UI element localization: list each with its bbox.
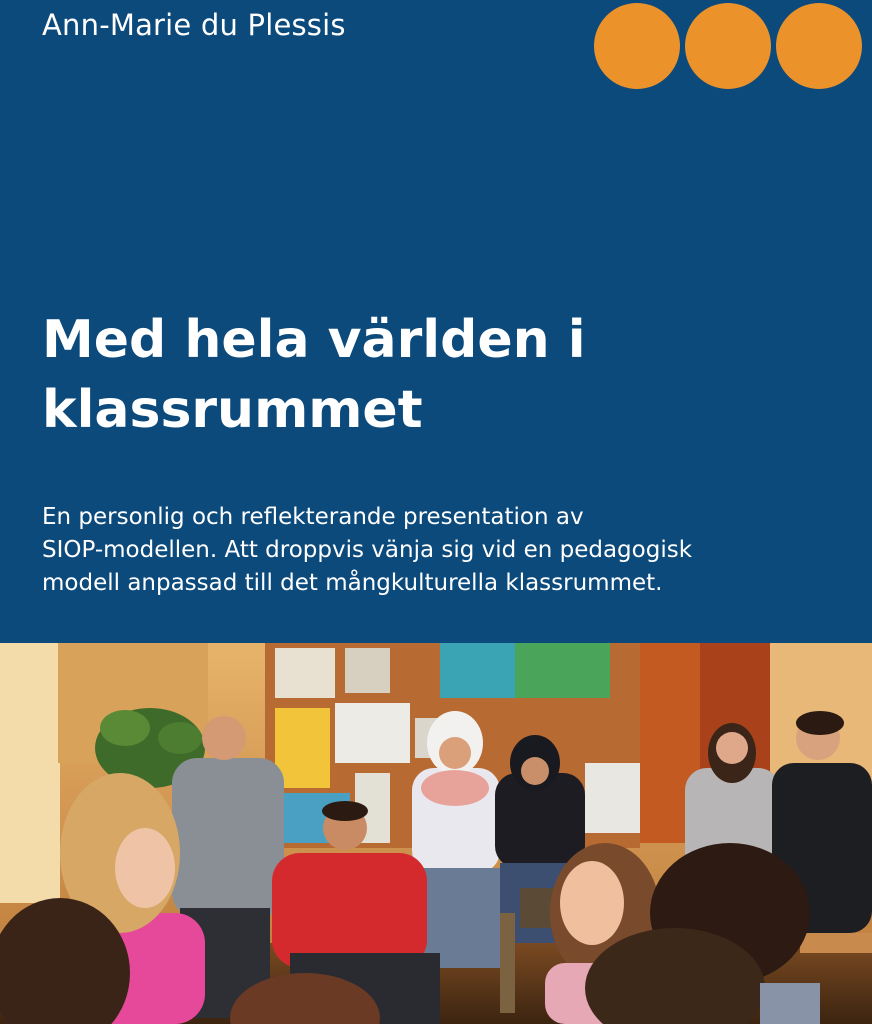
book-title-line-2: klassrummet (42, 380, 423, 440)
orange-dot-3 (776, 3, 862, 89)
author-name: Ann-Marie du Plessis (42, 8, 346, 42)
subtitle-line-2: SIOP-modellen. Att droppvis vänja sig vid en pedagogisk (42, 537, 693, 563)
subtitle-line-3: modell anpassad till det mångkulturella klassrummet. (42, 570, 663, 596)
decorative-dots (594, 3, 864, 91)
classroom-photo (0, 643, 872, 1024)
subtitle-line-1: En personlig och reflekterande presentation av (42, 504, 584, 530)
book-title (42, 305, 802, 445)
book-title-line-1: Med hela världen i (42, 310, 586, 370)
orange-dot-1 (594, 3, 680, 89)
orange-dot-2 (685, 3, 771, 89)
book-subtitle (42, 501, 832, 600)
